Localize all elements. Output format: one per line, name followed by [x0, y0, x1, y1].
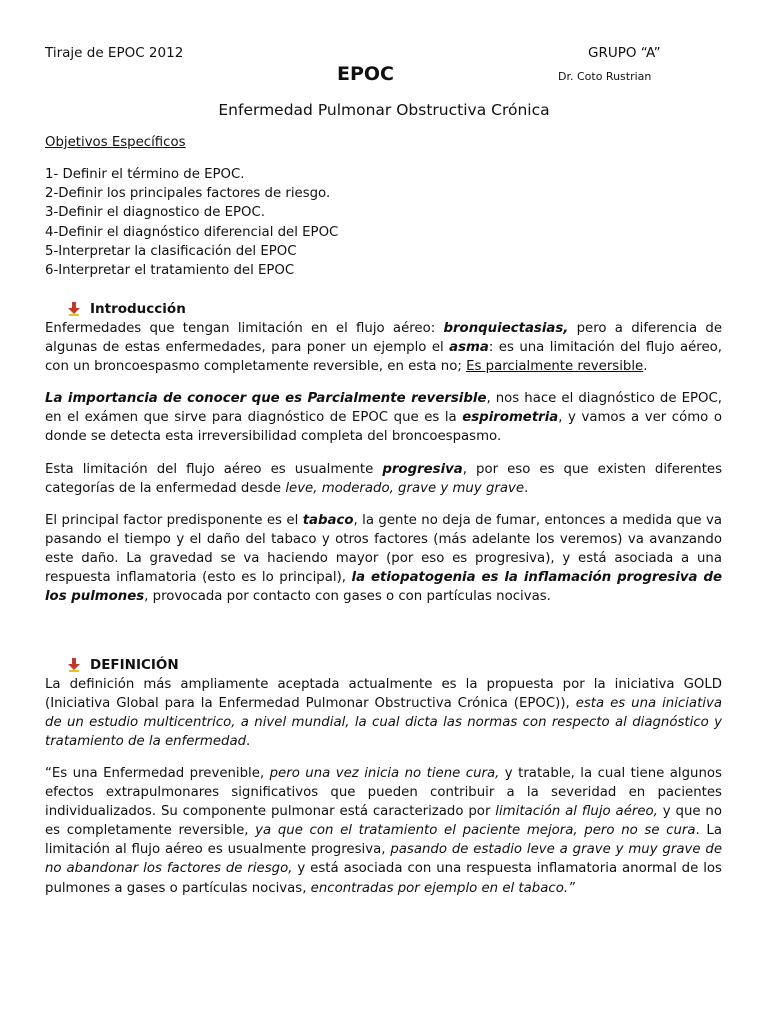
text-run: , y vamos a ver cómo o donde se detecta esta irreversibilidad completa del broncoespasmo.	[45, 410, 722, 445]
intro-paragraph-2	[45, 389, 722, 446]
term-espirometria: espirometria	[462, 410, 559, 426]
text-run: : es una limitación del flujo aéreo, con un broncoespasmo completamente reversible, en esta no;	[45, 340, 722, 375]
header-right: GRUPO “A”	[588, 45, 661, 61]
definition-paragraph-1	[45, 675, 722, 751]
text-run: pero a diferencia de algunas de estas enfermedades, para poner un ejemplo el	[45, 321, 722, 356]
emphasis-phrase: La importancia de conocer que es Parcialmente reversible	[45, 391, 487, 406]
text-run: y que no es completamente reversible,	[45, 804, 722, 839]
objective-item: 5-Interpretar la clasificación del EPOC	[45, 243, 297, 259]
objectives-list	[45, 165, 338, 280]
intro-heading: Introducción	[90, 301, 186, 317]
italic-phrase: pero una vez inicia no tiene cura,	[269, 766, 500, 781]
term-asma: asma	[449, 340, 489, 356]
text-run: La definición más ampliamente aceptada actualmente es la propuesta por la iniciativa GOLD (Iniciativa Global para la Enfermedad Pulmonar Obstructiva Crónica (EPOC)),	[45, 677, 722, 712]
objective-item: 4-Definir el diagnóstico diferencial del EPOC	[45, 224, 339, 240]
definition-paragraph-2	[45, 764, 722, 898]
text-run: y tratable, la cual tiene algunos efectos extrapulmonares significativos que pueden contribuir a la severidad en pacientes individualizados. Su componente pulmonar está caracterizado por	[45, 766, 722, 820]
section-heading-intro	[68, 301, 186, 317]
text-run: , nos hace el diagnóstico de EPOC, en el exámen que sirve para diagnóstico de EPOC que es la	[45, 391, 722, 426]
italic-phrase: ya que con el tratamiento el paciente mejora, pero no se cura	[255, 823, 696, 839]
arrow-down-bullet-icon	[68, 302, 80, 316]
arrow-down-bullet-icon	[68, 658, 80, 672]
text-run: Esta limitación del flujo aéreo es usualmente	[45, 462, 383, 477]
term-bronquiectasias: bronquiectasias,	[443, 321, 569, 336]
text-run: . La limitación al flujo aéreo es usualmente progresiva,	[45, 823, 722, 858]
objective-item: 3-Definir el diagnostico de EPOC.	[45, 205, 266, 221]
text-run: y está asociada con una respuesta inflamatoria anormal de los pulmones a gases o partículas nocivas,	[45, 861, 722, 896]
intro-paragraph-3	[45, 460, 722, 498]
text-run: .	[643, 359, 648, 375]
text-run: “Es una Enfermedad prevenible,	[45, 766, 270, 781]
text-run: .	[524, 481, 529, 497]
italic-phrase: pasando de estadio leve a grave y muy grave de no abandonar los factores de riesgo,	[45, 842, 723, 877]
intro-paragraph-1	[45, 319, 722, 376]
section-heading-definition	[68, 657, 179, 673]
term-progresiva: progresiva	[382, 462, 463, 477]
objective-item: 6-Interpretar el tratamiento del EPOC	[45, 263, 295, 279]
italic-phrase: esta es una iniciativa de un estudio multicentrico, a nivel mundial, la cual dicta las normas con respecto al diagnóstico y tratamiento de la enfermedad	[45, 696, 723, 750]
text-run: , la gente no deja de fumar, entonces a medida que va pasando el tiempo y el daño del tabaco y otros factores (más adelante los veremos) va avanzando este daño. La gravedad se va haciendo mayor (por eso es progresiva), y está asociada a una respuesta inflamatoria (esto es lo principal),	[45, 513, 722, 586]
underlined-phrase: Es parcialmente reversible	[466, 359, 644, 375]
emphasis-phrase: la etiopatogenia es la inflamación progresiva de los pulmones	[45, 570, 722, 605]
italic-phrase: limitación al flujo aéreo,	[495, 804, 658, 820]
term-tabaco: tabaco	[302, 513, 354, 528]
text-run: El principal factor predisponente es el	[45, 513, 303, 528]
header-left: Tiraje de EPOC 2012	[45, 45, 184, 61]
text-run: Enfermedades que tengan limitación en el flujo aéreo:	[45, 321, 444, 336]
intro-paragraph-4	[45, 511, 722, 606]
definition-heading: DEFINICIÓN	[90, 657, 179, 673]
text-run: , por eso es que existen diferentes categorías de la enfermedad desde	[45, 462, 723, 497]
page-title: EPOC	[337, 63, 394, 85]
objective-item: 2-Definir los principales factores de riesgo.	[45, 186, 331, 202]
document-subtitle: Enfermedad Pulmonar Obstructiva Crónica	[218, 101, 550, 119]
italic-phrase: encontradas por ejemplo en el tabaco.”	[310, 880, 575, 896]
author: Dr. Coto Rustrian	[558, 70, 652, 83]
objectives-heading: Objetivos Específicos	[45, 135, 186, 150]
objective-item: 1- Definir el término de EPOC.	[45, 167, 245, 182]
italic-phrase: leve, moderado, grave y muy grave	[285, 481, 525, 497]
text-run: , provocada por contacto con gases o con partículas nocivas.	[144, 589, 551, 605]
text-run: .	[246, 734, 251, 750]
